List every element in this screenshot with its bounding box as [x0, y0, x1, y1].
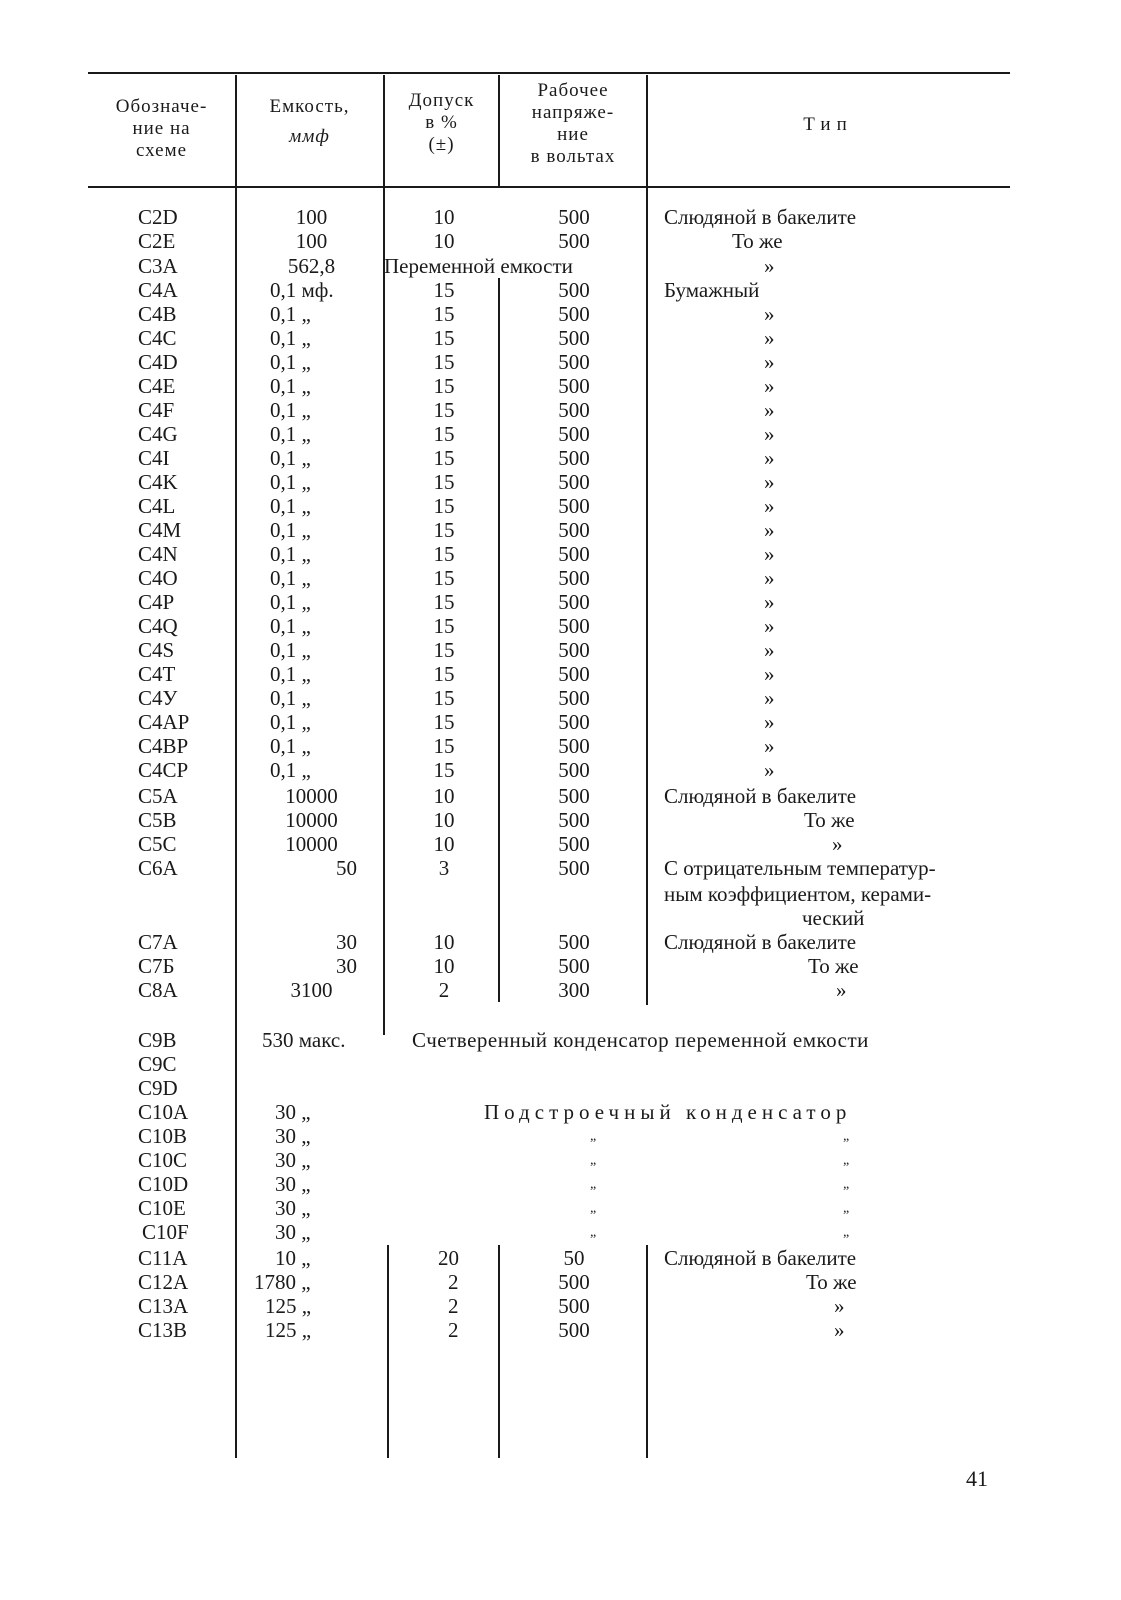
header-voltage-line4: в вольтах — [530, 146, 616, 167]
table-row: C4E 0,1 „ 15 500 » — [138, 374, 775, 398]
table-row: C6A 50 3 500 С отрицательным температур- — [138, 856, 936, 880]
table-row: C4B 0,1 „ 15 500 » — [138, 302, 775, 326]
ditto-mark: „ — [590, 1225, 597, 1240]
table-row: C4K 0,1 „ 15 500 » — [138, 470, 775, 494]
header-voltage — [500, 80, 646, 168]
header-tolerance-line2: в % — [425, 112, 458, 133]
group9-capacitance: 530 макс. — [262, 1028, 346, 1052]
table-row: C4N 0,1 „ 15 500 » — [138, 542, 775, 566]
header-tolerance-line3: (±) — [428, 134, 455, 155]
table-row: C4Q 0,1 „ 15 500 » — [138, 614, 775, 638]
ditto-mark: „ — [590, 1177, 597, 1192]
table-row: C4P 0,1 „ 15 500 » — [138, 590, 775, 614]
table-row: C4BP 0,1 „ 15 500 » — [138, 734, 775, 758]
table-row-continuation: ным коэффициентом, керами- — [664, 882, 932, 906]
table-row: C13B 125 „ 2 500 » — [138, 1318, 845, 1342]
header-capacitance-line1: Емкость, — [269, 96, 350, 117]
header-type-label: Тип — [803, 114, 853, 135]
header-capacitance-unit: ммф — [289, 126, 330, 147]
header-capacitance — [236, 96, 383, 148]
table-row: C9C — [138, 1052, 177, 1076]
table-row: C4У 0,1 „ 15 500 » — [138, 686, 775, 710]
ditto-mark: „ — [590, 1201, 597, 1216]
table-row: C4F 0,1 „ 15 500 » — [138, 398, 775, 422]
header-tolerance — [385, 90, 498, 156]
table-row: C2D 100 10 500 Слюдяной в бакелите — [138, 205, 857, 229]
header-bottom-rule — [88, 186, 1010, 188]
header-designation-line1: Обозначе- — [115, 96, 208, 117]
table-row: C10D 30 „ „ „ — [138, 1172, 850, 1196]
table-row: C9D — [138, 1076, 178, 1100]
table-row: C2E 100 10 500 То же — [138, 229, 783, 253]
table-row: C4S 0,1 „ 15 500 » — [138, 638, 775, 662]
table-row: C11A 10 „ 20 50 Слюдяной в бакелите — [138, 1246, 857, 1270]
table-row: C3A 562,8 Переменной емкости » — [138, 254, 775, 278]
group10-note: Подстроечный конденсатор — [484, 1100, 852, 1124]
header-voltage-line3: ние — [557, 124, 589, 145]
table-row: C4AP 0,1 „ 15 500 » — [138, 710, 775, 734]
header-type — [648, 114, 1008, 136]
table-row: C10C 30 „ „ „ — [138, 1148, 850, 1172]
table-row: C4T 0,1 „ 15 500 » — [138, 662, 775, 686]
table-row: C5B 10000 10 500 То же — [138, 808, 855, 832]
table-row: C4C 0,1 „ 15 500 » — [138, 326, 775, 350]
ditto-mark: „ — [590, 1129, 597, 1144]
header-voltage-line2: напряже- — [531, 102, 615, 123]
ditto-mark: „ — [843, 1201, 850, 1216]
table-row-continuation: ческий — [802, 906, 865, 930]
table-row: C4G 0,1 „ 15 500 » — [138, 422, 775, 446]
ditto-mark: „ — [843, 1225, 850, 1240]
ditto-mark: „ — [843, 1153, 850, 1168]
table-row: C4D 0,1 „ 15 500 » — [138, 350, 775, 374]
table-row: C4CP 0,1 „ 15 500 » — [138, 758, 775, 782]
table-row: C4I 0,1 „ 15 500 » — [138, 446, 775, 470]
table-row: C4M 0,1 „ 15 500 » — [138, 518, 775, 542]
table-row: C5C 10000 10 500 » — [138, 832, 843, 856]
header-designation — [88, 96, 235, 162]
ditto-mark: „ — [843, 1177, 850, 1192]
header-tolerance-line1: Допуск — [408, 90, 475, 111]
table-row: C7A 30 10 500 Слюдяной в бакелите — [138, 930, 857, 954]
table-row: C4L 0,1 „ 15 500 » — [138, 494, 775, 518]
table-row: C13A 125 „ 2 500 » — [138, 1294, 845, 1318]
group9-note: Счетверенный конденсатор переменной емкости — [412, 1028, 869, 1052]
header-designation-line2: ние на — [132, 118, 191, 139]
variable-capacitance-span: Переменной емкости — [384, 254, 573, 278]
ditto-mark: „ — [590, 1153, 597, 1168]
header-designation-line3: схеме — [135, 140, 188, 161]
table-row: C10F 30 „ „ „ — [142, 1220, 850, 1244]
table-row: C8A 3100 2 300 » — [138, 978, 847, 1002]
header-voltage-line1: Рабочее — [537, 80, 609, 101]
table-top-rule — [88, 72, 1010, 74]
table-row: C10E 30 „ „ „ — [138, 1196, 850, 1220]
table-row: C4O 0,1 „ 15 500 » — [138, 566, 775, 590]
page-number: 41 — [966, 1466, 988, 1491]
table-row: C7Б 30 10 500 То же — [138, 954, 859, 978]
table-row: C10B 30 „ „ „ — [138, 1124, 850, 1148]
table-row: C12A 1780 „ 2 500 То же — [138, 1270, 857, 1294]
table-row: C4A 0,1 мф. 15 500 Бумажный — [138, 278, 760, 302]
ditto-mark: „ — [843, 1129, 850, 1144]
table-row: C9B 530 макс. Счетверенный конденсатор переменной емкости — [138, 1028, 869, 1052]
table-row: C10A 30 „ Подстроечный конденсатор — [138, 1100, 852, 1124]
table-row: C5A 10000 10 500 Слюдяной в бакелите — [138, 784, 857, 808]
